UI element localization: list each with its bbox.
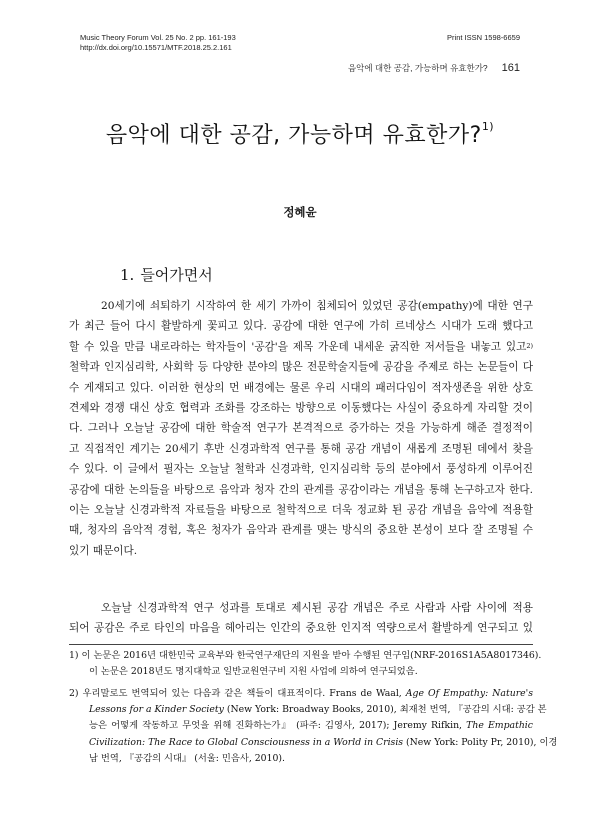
footnote-line [69,686,533,702]
footnote-marker: 1) [69,650,79,661]
paragraph-line: 때, 청자의 음악적 경험, 혹은 청자가 음악과 관계를 맺는 방식의 중요한 본성이 보다 잘 조명될 수 [69,524,533,537]
book-title-italic: The Empathic [466,720,533,732]
paragraph-line: 수 있다. 이 글에서 필자는 오늘날 철학과 신경과학, 인지심리학 등의 분야에서 풍성하게 이루어진 [69,463,533,476]
footnote-line: 남 번역, 『공감의 시대』 (서울: 민음사, 2010). [89,752,285,764]
article-title-text: 음악에 대한 공감, 가능하며 유효한가? [105,123,482,148]
paragraph-line: 공감에 대한 논의들을 바탕으로 음악과 청자 간의 관계를 공감이라는 개념을 통해 논구하고자 한다. [69,483,533,496]
section-number: 1. [120,266,135,284]
paragraph-line: 있기 때문이다. [69,544,138,557]
title-footnote-mark: 1) [481,119,495,133]
paragraph-line: 되어 공감은 주로 타인의 마음을 헤아리는 인간의 중요한 인지적 역량으로서 활발하게 연구되고 있 [69,622,533,635]
footnote-line [69,702,547,718]
paragraph-line: 가 최근 들어 다시 활발하게 꽃피고 있다. 공감에 대한 연구에 가히 르네상스 시대가 도래 했다고 [69,320,533,333]
paragraph-line: 수 게재되고 있다. 이러한 현상의 먼 배경에는 물론 우리 시대의 패러다임이 적자생존을 위한 상호 [69,381,533,394]
footnote-marker: 2) [69,688,79,699]
footnote-text: (New York: Polity Pr, 2010), 이경 [403,736,558,748]
article-title [0,118,600,149]
page-number: 161 [501,62,520,74]
author-name: 정혜윤 [283,205,317,219]
body-paragraph-2 [69,598,533,639]
footnote-divider [69,644,533,645]
paragraph-line: 견제와 경쟁 대신 상호 협력과 조화를 강조하는 방향으로 이동했다는 사실이 중요하게 자리할 것이 [69,401,533,414]
paragraph-line-text: 할 수 있을 만큼 내로라하는 학자들이 '공감'을 제목 가운데 내세운 굵직한 저서들을 내놓고 있고 [69,340,527,353]
footnote-text: 이 논문은 2016년 대한민국 교육부와 한국연구재단의 지원을 받아 수행된 연구임(NRF-2016S1A5A8017346). [81,650,542,661]
footnote-2 [69,686,558,767]
footnote-text: 능은 어떻게 작동하고 무엇을 위해 진화하는가』 (파주: 김영사, 2017); Jeremy Rifkin, [89,720,467,732]
doi-line: http://dx.doi.org/10.15571/MTF.2018.25.2.161 [80,43,232,52]
journal-volume-line: Music Theory Forum Vol. 25 No. 2 pp. 161-193 [80,33,236,42]
footnote-line [69,718,533,734]
paragraph-line: 20세기에 쇠퇴하기 시작하여 한 세기 가까이 침체되어 있었던 공감(empathy)에 대한 연구 [101,300,533,312]
paragraph-line: 이는 오늘날 신경과학적 자료들을 바탕으로 철학적으로 더욱 정교화 된 공감 개념을 음악에 적용할 [69,503,533,516]
paragraph-line: 고 직접적인 계기는 20세기 후반 신경과학적 연구를 통해 공감 개념이 새롭게 조명된 데에서 찾을 [69,442,533,455]
paragraph-line [69,337,533,357]
book-title-italic: Civilization: The Race to Global Consciousness in a World in Crisis [89,736,404,748]
book-title-italic: Lessons for a Kinder Society [89,704,224,716]
paragraph-line: 철학과 인지심리학, 사회학 등 다양한 분야의 많은 전문학술지들에 공감을 주제로 하는 논문들이 다 [69,361,533,374]
book-title-italic: Age Of Empathy: Nature's [405,688,533,699]
section-title: 들어가면서 [140,266,213,284]
issn-label: Print ISSN 1598-6659 [447,33,520,42]
footnote-text: 우리말로도 번역되어 있는 다음과 같은 책들이 대표적이다. Frans de Waal, [82,688,406,699]
journal-citation [80,33,236,53]
footnote-text: (New York: Broadway Books, 2010), 최재천 번역, 『공감의 시대: 공감 본 [223,704,547,716]
footnote-line: 이 논문은 2018년도 명지대학교 일반교원연구비 지원 사업에 의하여 연구되었음. [89,666,418,678]
body-paragraph-1 [69,296,533,561]
footnote-ref-2[interactable]: 2) [526,341,533,350]
paragraph-line: 다. 그러나 오늘날 공감에 대한 학술적 연구가 본격적으로 증가하는 것을 가능하게 해준 결정적이 [69,422,533,435]
running-header [348,62,520,74]
footnote-line [69,735,558,751]
footnote-line [69,648,542,664]
paragraph-line: 오늘날 신경과학적 연구 성과를 토대로 제시된 공감 개념은 주로 사람과 사람 사이에 적용 [101,602,533,614]
running-title: 음악에 대한 공감, 가능하며 유효한가? [347,63,488,73]
footnote-1 [69,648,542,680]
section-heading [120,264,213,285]
